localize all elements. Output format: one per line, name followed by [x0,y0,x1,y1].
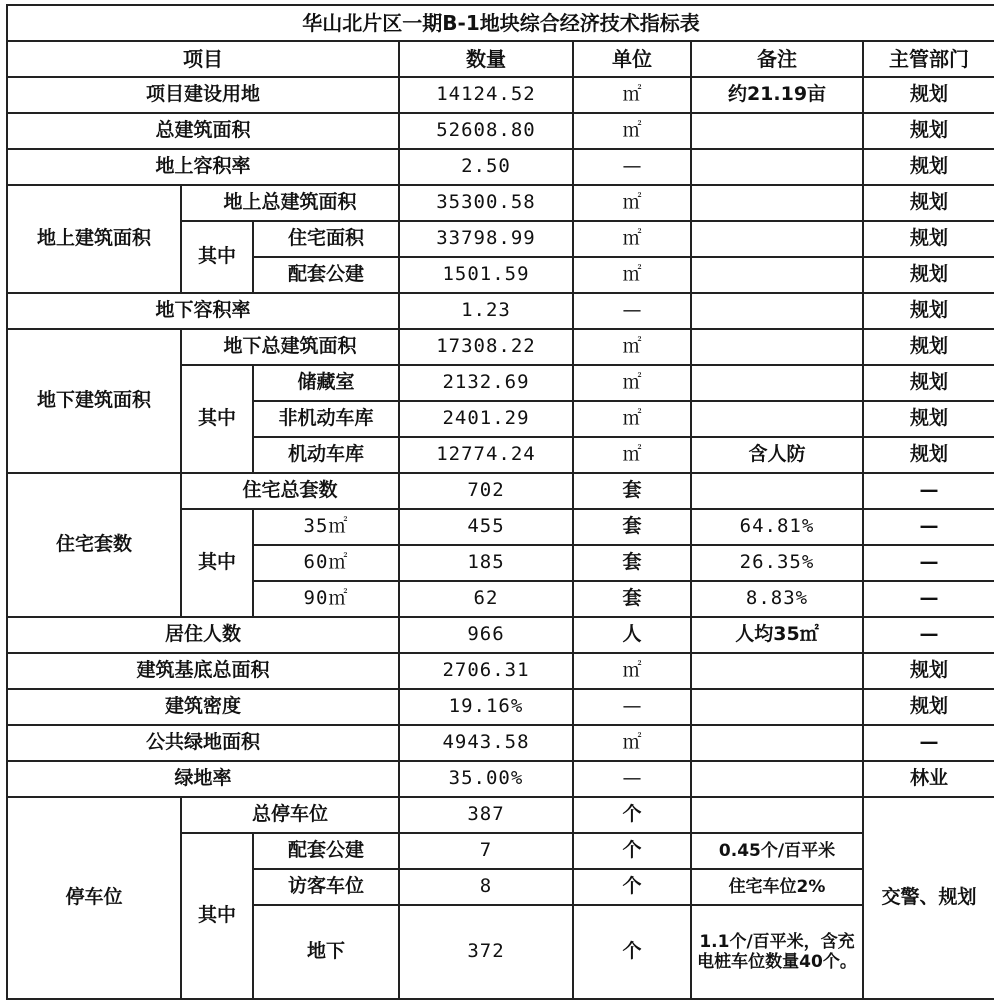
row-dept: 规划 [863,257,994,293]
row-dept: — [863,581,994,617]
table-row [7,761,994,797]
row-label: 建筑密度 [7,689,399,725]
row-qty: 2132.69 [399,365,573,401]
row-note [691,149,863,185]
row-unit: — [573,149,691,185]
row-unit: 套 [573,473,691,509]
row-note: 人均35㎡ [691,617,863,653]
row-label: 地上容积率 [7,149,399,185]
row-unit: ㎡ [573,257,691,293]
row-note: 8.83% [691,581,863,617]
row-note: 26.35% [691,545,863,581]
row-unit: ㎡ [573,113,691,149]
row-note: 64.81% [691,509,863,545]
row-label: 地下容积率 [7,293,399,329]
row-note [691,653,863,689]
row-dept: — [863,545,994,581]
row-label: 非机动车库 [253,401,399,437]
row-label: 总建筑面积 [7,113,399,149]
row-label: 项目建设用地 [7,77,399,113]
row-label: 90㎡ [253,581,399,617]
table-row [7,293,994,329]
row-note [691,725,863,761]
row-label: 地下总建筑面积 [181,329,399,365]
row-dept: 林业 [863,761,994,797]
group-dept: 交警、规划 [863,797,994,999]
group-label: 地下建筑面积 [7,329,181,473]
row-qty: 455 [399,509,573,545]
row-dept: — [863,473,994,509]
row-unit: 套 [573,509,691,545]
header-item: 项目 [7,41,399,77]
sub-group-label: 其中 [181,221,253,293]
row-label: 绿地率 [7,761,399,797]
row-note [691,401,863,437]
row-unit: ㎡ [573,77,691,113]
table-row [7,113,994,149]
row-qty: 8 [399,869,573,905]
row-unit: ㎡ [573,365,691,401]
row-dept: 规划 [863,401,994,437]
row-qty: 33798.99 [399,221,573,257]
row-unit: 个 [573,797,691,833]
row-dept: 规划 [863,437,994,473]
row-note: 0.45个/百平米 [691,833,863,869]
row-dept: — [863,617,994,653]
row-unit: ㎡ [573,437,691,473]
row-qty: 372 [399,905,573,999]
row-note: 含人防 [691,437,863,473]
row-qty: 35300.58 [399,185,573,221]
table-row [7,473,994,509]
table-row [7,689,994,725]
row-label: 建筑基底总面积 [7,653,399,689]
row-dept: 规划 [863,185,994,221]
row-dept: 规划 [863,293,994,329]
table-row [7,329,994,365]
row-dept: 规划 [863,653,994,689]
sub-group-label: 其中 [181,833,253,999]
row-label: 配套公建 [253,257,399,293]
row-note [691,185,863,221]
row-unit: 套 [573,581,691,617]
header-dept: 主管部门 [863,41,994,77]
row-qty: 2706.31 [399,653,573,689]
table-row [7,617,994,653]
row-label: 公共绿地面积 [7,725,399,761]
row-qty: 12774.24 [399,437,573,473]
row-qty: 62 [399,581,573,617]
row-unit: ㎡ [573,221,691,257]
row-note [691,365,863,401]
table-row [7,797,994,833]
table-row [7,77,994,113]
row-unit: ㎡ [573,725,691,761]
row-unit: — [573,293,691,329]
row-dept: 规划 [863,365,994,401]
row-dept: 规划 [863,221,994,257]
row-note: 住宅车位2% [691,869,863,905]
group-label: 停车位 [7,797,181,999]
row-label: 访客车位 [253,869,399,905]
row-unit: — [573,689,691,725]
row-qty: 14124.52 [399,77,573,113]
row-qty: 387 [399,797,573,833]
table-title: 华山北片区一期B-1地块综合经济技术指标表 [7,5,994,41]
row-unit: ㎡ [573,329,691,365]
row-label: 住宅面积 [253,221,399,257]
row-note [691,689,863,725]
row-qty: 7 [399,833,573,869]
sub-group-label: 其中 [181,365,253,473]
row-qty: 2401.29 [399,401,573,437]
row-dept: — [863,725,994,761]
row-qty: 52608.80 [399,113,573,149]
row-unit: 个 [573,833,691,869]
group-label: 地上建筑面积 [7,185,181,293]
row-label: 住宅总套数 [181,473,399,509]
row-dept: 规划 [863,689,994,725]
row-note [691,473,863,509]
sub-group-label: 其中 [181,509,253,617]
row-label: 地下 [253,905,399,999]
row-qty: 17308.22 [399,329,573,365]
row-unit: 个 [573,869,691,905]
row-dept: 规划 [863,113,994,149]
header-qty: 数量 [399,41,573,77]
header-row [7,41,994,77]
row-label: 35㎡ [253,509,399,545]
row-label: 居住人数 [7,617,399,653]
row-qty: 1501.59 [399,257,573,293]
row-unit: ㎡ [573,653,691,689]
row-label: 储藏室 [253,365,399,401]
row-qty: 1.23 [399,293,573,329]
row-note [691,293,863,329]
table-row [7,149,994,185]
header-unit: 单位 [573,41,691,77]
table-row [7,725,994,761]
row-qty: 2.50 [399,149,573,185]
row-dept: — [863,509,994,545]
row-unit: 人 [573,617,691,653]
row-label: 总停车位 [181,797,399,833]
row-qty: 35.00% [399,761,573,797]
row-dept: 规划 [863,77,994,113]
row-unit: ㎡ [573,185,691,221]
header-note: 备注 [691,41,863,77]
row-unit: — [573,761,691,797]
row-label: 配套公建 [253,833,399,869]
row-label: 地上总建筑面积 [181,185,399,221]
row-unit: ㎡ [573,401,691,437]
row-qty: 19.16% [399,689,573,725]
row-dept: 规划 [863,149,994,185]
row-note [691,761,863,797]
row-qty: 702 [399,473,573,509]
table-row [7,185,994,221]
row-qty: 185 [399,545,573,581]
group-label: 住宅套数 [7,473,181,617]
indicator-sheet [6,4,994,1004]
row-dept: 规划 [863,329,994,365]
row-note: 1.1个/百平米，含充电桩车位数量40个。 [691,905,863,999]
row-unit: 个 [573,905,691,999]
row-note [691,797,863,833]
row-unit: 套 [573,545,691,581]
row-label: 60㎡ [253,545,399,581]
row-note [691,257,863,293]
row-note [691,221,863,257]
row-label: 机动车库 [253,437,399,473]
row-note: 约21.19亩 [691,77,863,113]
row-qty: 966 [399,617,573,653]
indicator-table [6,4,994,1000]
table-row [7,653,994,689]
row-note [691,329,863,365]
row-qty: 4943.58 [399,725,573,761]
row-note [691,113,863,149]
